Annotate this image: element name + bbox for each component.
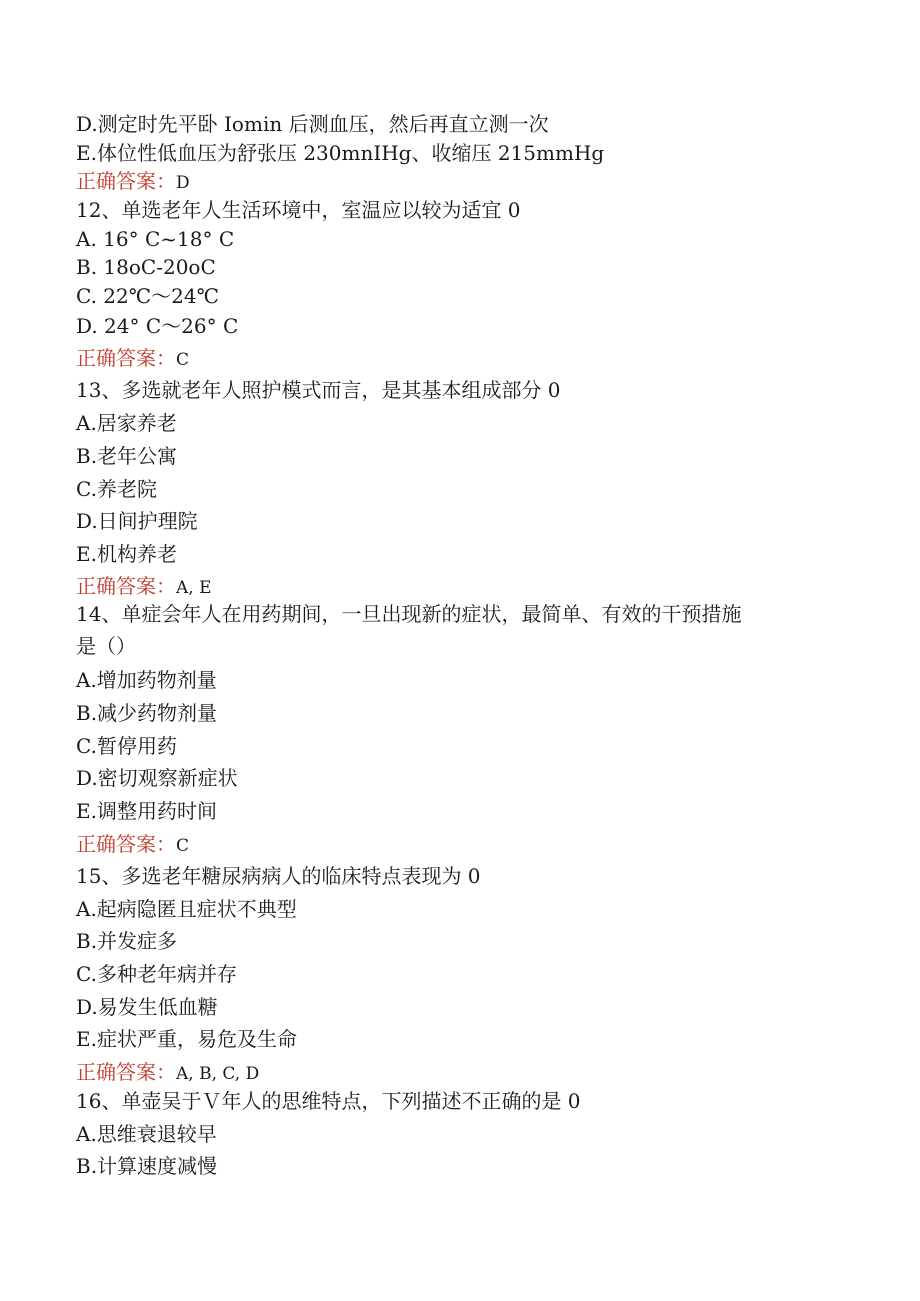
option-line: B. 18oC-20oC [76, 255, 216, 279]
option-line: A.起病隐匿且症状不典型 [76, 897, 297, 921]
option-line: E.症状严重，易危及生命 [76, 1027, 297, 1051]
answer-line [76, 573, 212, 601]
answer-line [76, 168, 190, 196]
answer-label: 正确答案： [76, 832, 176, 856]
question-line: 13、多选就老年人照护模式而言，是其基本组成部分 0 [76, 378, 561, 402]
answer-value: C [176, 350, 190, 370]
option-line: D.密切观察新症状 [76, 766, 238, 790]
answer-value: D [176, 173, 190, 193]
option-line: A.居家养老 [76, 411, 177, 435]
option-line: D. 24° C～26° C [76, 314, 239, 338]
option-line: A. 16° C~18° C [76, 227, 235, 251]
option-line: D.易发生低血糖 [76, 995, 218, 1019]
question-line: 16、单壶吴于Ｖ年人的思维特点，下列描述不正确的是 0 [76, 1089, 581, 1113]
question-line: 12、单选老年人生活环境中，室温应以较为适宜 0 [76, 198, 521, 222]
option-line: C.多种老年病并存 [76, 962, 237, 986]
option-line: B.减少药物剂量 [76, 701, 218, 725]
question-line: 14、单症会年人在用药期间，一旦出现新的症状，最简单、有效的干预措施 [76, 602, 742, 626]
answer-line [76, 831, 189, 859]
answer-line [76, 345, 189, 373]
option-line: A.增加药物剂量 [76, 668, 217, 692]
answer-line [76, 1059, 259, 1087]
answer-value: A, E [176, 578, 212, 598]
question-line: 15、多选老年糖尿病病人的临床特点表现为 0 [76, 864, 481, 888]
option-line: D.日间护理院 [76, 509, 198, 533]
answer-value: A, B, C, D [176, 1064, 260, 1084]
option-line: B.计算速度减慢 [76, 1154, 218, 1178]
option-line: B.并发症多 [76, 929, 178, 953]
answer-label: 正确答案： [76, 574, 176, 598]
option-line: D.测定时先平卧 Iomin 后测血压，然后再直立测一次 [76, 112, 549, 136]
answer-value: C [176, 836, 190, 856]
question-line: 是（） [76, 634, 136, 658]
option-line: E.调整用药时间 [76, 799, 217, 823]
answer-label: 正确答案： [76, 169, 176, 193]
option-line: A.思维衰退较早 [76, 1122, 217, 1146]
answer-label: 正确答案： [76, 346, 176, 370]
answer-label: 正确答案： [76, 1060, 176, 1084]
option-line: C. 22℃～24℃ [76, 284, 219, 308]
option-line: E.机构养老 [76, 542, 177, 566]
option-line: C.养老院 [76, 477, 157, 501]
option-line: E.体位性低血压为舒张压 230mnIHg、收缩压 215mmHg [76, 141, 605, 165]
option-line: C.暂停用药 [76, 734, 177, 758]
option-line: B.老年公寓 [76, 444, 178, 468]
